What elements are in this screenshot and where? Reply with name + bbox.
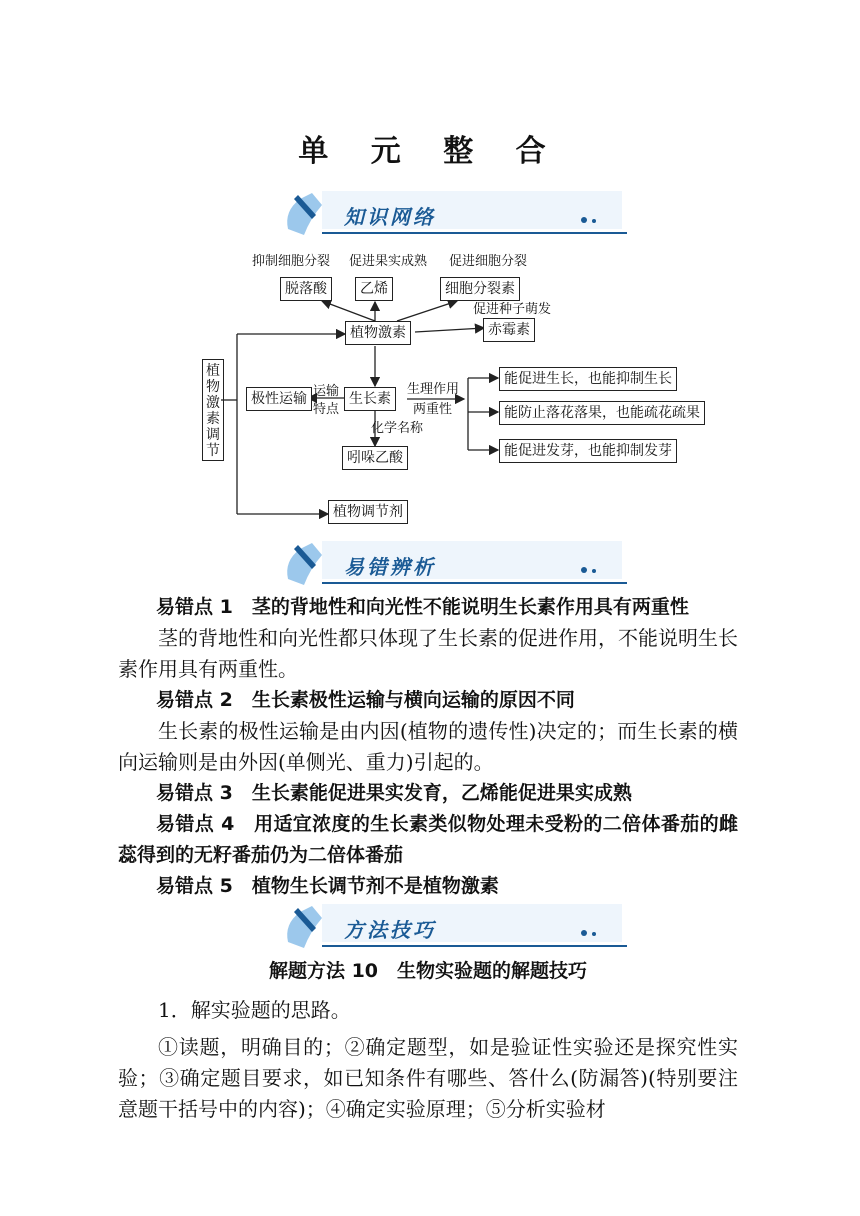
transport-feature-label: 特点 bbox=[313, 402, 340, 417]
mistakes-section bbox=[118, 592, 738, 902]
method-item: 1．解实验题的思路。 bbox=[158, 998, 351, 1022]
ethylene-box: 乙烯 bbox=[355, 277, 393, 301]
root-box: 植 物 激 素 调 节 bbox=[202, 359, 224, 461]
mistake-heading: 易错点 5 植物生长调节剂不是植物激素 bbox=[156, 875, 499, 897]
effect-box-1: 能促进生长，也能抑制生长 bbox=[499, 367, 677, 391]
method-title: 解题方法 10 生物实验题的解题技巧 bbox=[268, 960, 588, 982]
mistake-heading: 易错点 3 生长素能促进果实发育，乙烯能促进果实成熟 bbox=[156, 782, 632, 804]
ethylene-function-label: 促进果实成熟 bbox=[349, 254, 428, 269]
mistake-heading: 易错点 1 茎的背地性和向光性不能说明生长素作用具有两重性 bbox=[156, 596, 689, 618]
concept-diagram bbox=[195, 250, 725, 530]
gibberellin-function-label: 促进种子萌发 bbox=[473, 302, 552, 317]
section-label: 知识网络 bbox=[344, 205, 436, 229]
methods-section bbox=[118, 956, 738, 1125]
transport-label: 运输 bbox=[313, 384, 340, 399]
plant-hormone-box: 植物激素 bbox=[345, 321, 411, 345]
duality-label: 两重性 bbox=[413, 402, 453, 417]
page-title: 单 元 整 合 bbox=[298, 134, 562, 169]
effect-box-3: 能促进发芽，也能抑制发芽 bbox=[499, 439, 677, 463]
chemical-name-label: 化学名称 bbox=[371, 421, 424, 436]
effect-box-2: 能防止落花落果，也能疏花疏果 bbox=[499, 401, 705, 425]
pencil-icon bbox=[282, 185, 627, 243]
mistake-body: 生长素的极性运输是由内因(植物的遗传性)决定的；而生长素的横向运输则是由外因(单侧光、重力)引起的。 bbox=[118, 719, 738, 774]
section-banner-mistakes bbox=[282, 535, 627, 593]
section-banner-knowledge bbox=[282, 185, 627, 243]
cytokinin-function-label: 促进细胞分裂 bbox=[449, 254, 528, 269]
mistake-heading: 易错点 2 生长素极性运输与横向运输的原因不同 bbox=[156, 689, 575, 711]
method-item-body: ①读题，明确目的；②确定题型，如是验证性实验还是探究性实验；③确定题目要求，如已知条件有哪些、答什么(防漏答)(特别要注意题干括号中的内容)；④确定实验原理；⑤分析实验材 bbox=[118, 1035, 738, 1121]
pencil-icon bbox=[282, 898, 627, 956]
abscisic-function-label: 抑制细胞分裂 bbox=[252, 254, 331, 269]
gibberellin-box: 赤霉素 bbox=[483, 318, 535, 342]
iaa-box: 吲哚乙酸 bbox=[342, 446, 408, 470]
physiology-label: 生理作用 bbox=[407, 382, 460, 397]
cytokinin-box: 细胞分裂素 bbox=[440, 277, 520, 301]
mistake-body: 茎的背地性和向光性都只体现了生长素的促进作用，不能说明生长素作用具有两重性。 bbox=[118, 626, 738, 681]
mistake-heading: 易错点 4 用适宜浓度的生长素类似物处理未受粉的二倍体番茄的雌蕊得到的无籽番茄仍为二倍体番茄 bbox=[118, 813, 738, 866]
section-label: 易错辨析 bbox=[344, 555, 436, 579]
section-banner-methods bbox=[282, 898, 627, 956]
plant-regulator-box: 植物调节剂 bbox=[328, 500, 408, 524]
auxin-box: 生长素 bbox=[344, 387, 396, 411]
abscisic-acid-box: 脱落酸 bbox=[280, 277, 332, 301]
pencil-icon bbox=[282, 535, 627, 593]
section-label: 方法技巧 bbox=[344, 918, 436, 942]
polar-transport-box: 极性运输 bbox=[246, 387, 312, 411]
